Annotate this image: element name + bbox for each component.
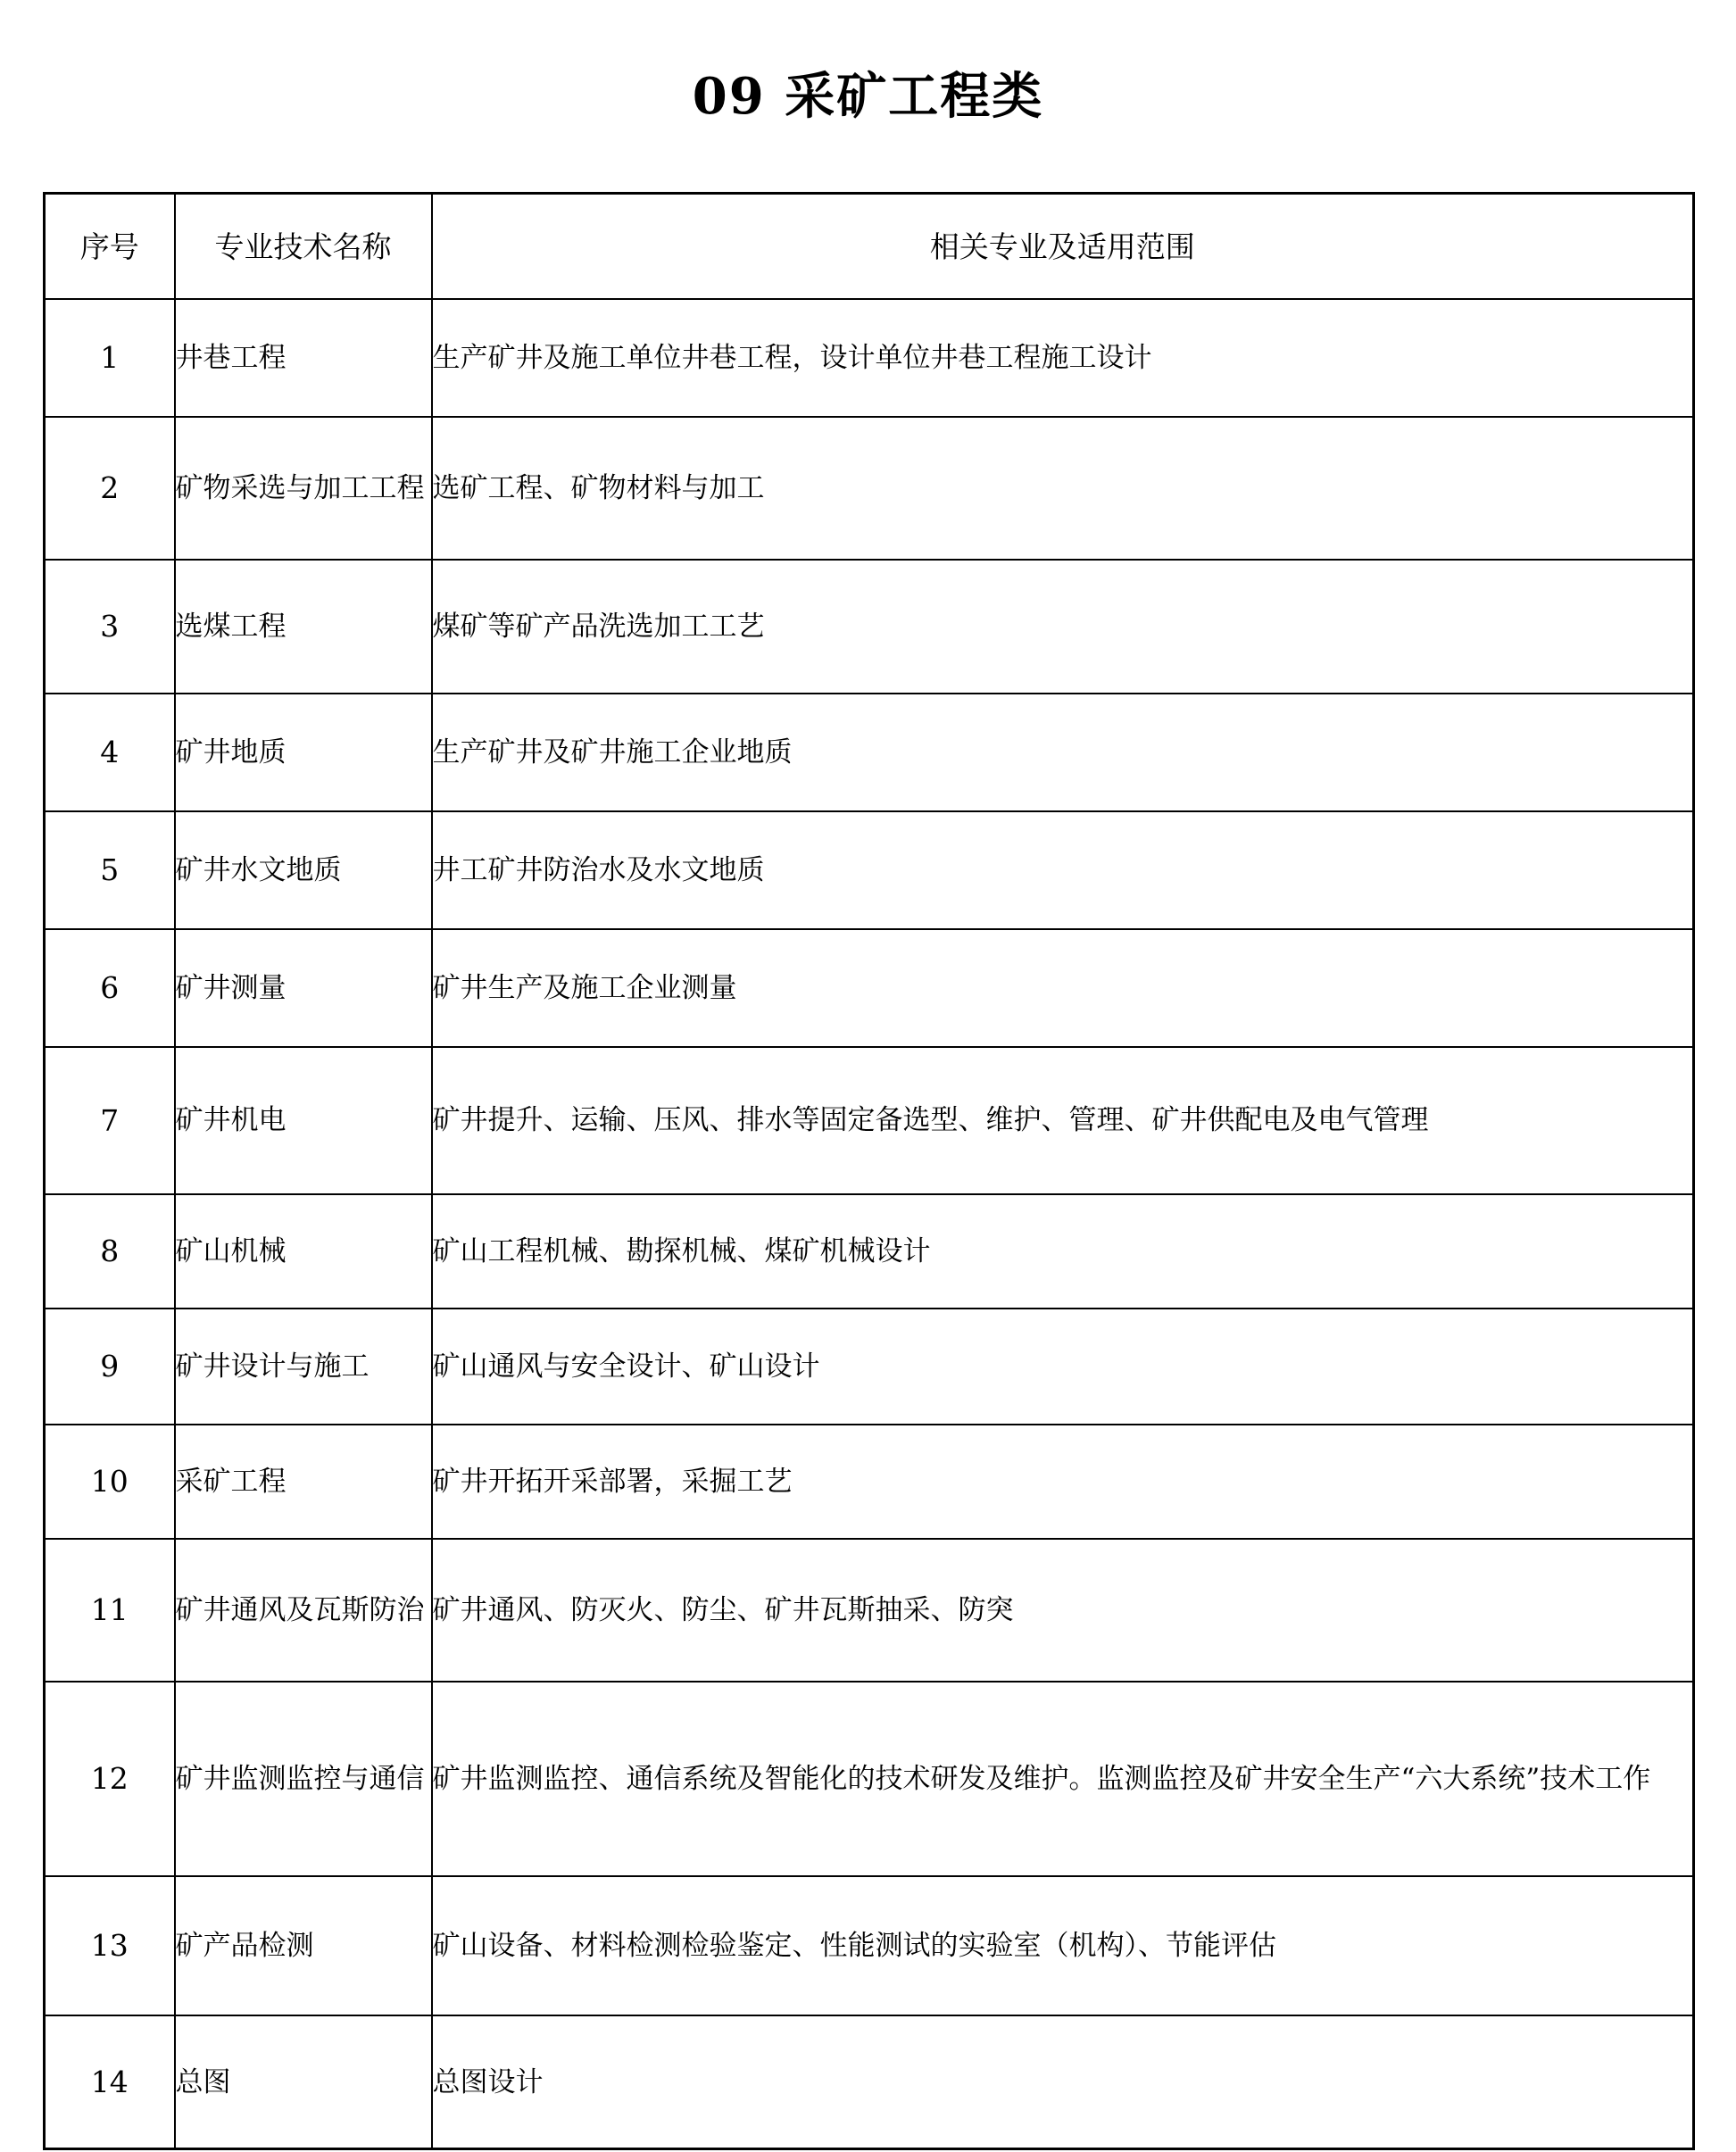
row-number: 11	[45, 1539, 175, 1682]
row-number: 2	[45, 417, 175, 560]
row-name: 采矿工程	[175, 1425, 432, 1539]
row-number: 1	[45, 299, 175, 417]
row-name: 矿井通风及瓦斯防治	[175, 1539, 432, 1682]
row-scope: 选矿工程、矿物材料与加工	[432, 417, 1694, 560]
row-scope: 矿井开拓开采部署，采掘工艺	[432, 1425, 1694, 1539]
table-row	[45, 1194, 1694, 1309]
row-number: 10	[45, 1425, 175, 1539]
table-row	[45, 2015, 1694, 2149]
table-row	[45, 929, 1694, 1047]
row-name: 选煤工程	[175, 560, 432, 694]
table-body	[45, 299, 1694, 2149]
table-row	[45, 417, 1694, 560]
row-scope: 矿井生产及施工企业测量	[432, 929, 1694, 1047]
row-scope: 矿山通风与安全设计、矿山设计	[432, 1309, 1694, 1425]
row-scope: 总图设计	[432, 2015, 1694, 2149]
specialty-table	[43, 192, 1695, 2150]
table-row	[45, 811, 1694, 929]
table-row	[45, 1047, 1694, 1194]
row-number: 14	[45, 2015, 175, 2149]
row-scope: 井工矿井防治水及水文地质	[432, 811, 1694, 929]
row-name: 矿井水文地质	[175, 811, 432, 929]
column-header-name: 专业技术名称	[175, 194, 432, 299]
row-scope: 生产矿井及施工单位井巷工程，设计单位井巷工程施工设计	[432, 299, 1694, 417]
table-row	[45, 1425, 1694, 1539]
row-name: 矿井测量	[175, 929, 432, 1047]
row-scope: 矿井监测监控、通信系统及智能化的技术研发及维护。监测监控及矿井安全生产“六大系统”技术工作	[432, 1682, 1694, 1876]
row-name: 井巷工程	[175, 299, 432, 417]
table-row	[45, 560, 1694, 694]
table-header-row	[45, 194, 1694, 299]
table-row	[45, 299, 1694, 417]
row-scope: 矿山工程机械、勘探机械、煤矿机械设计	[432, 1194, 1694, 1309]
table-header	[45, 194, 1694, 299]
table-row	[45, 1876, 1694, 2015]
table-container	[0, 192, 1736, 2150]
column-header-scope: 相关专业及适用范围	[432, 194, 1694, 299]
row-number: 13	[45, 1876, 175, 2015]
row-scope: 生产矿井及矿井施工企业地质	[432, 694, 1694, 811]
row-scope: 矿井通风、防灭火、防尘、矿井瓦斯抽采、防突	[432, 1539, 1694, 1682]
row-number: 6	[45, 929, 175, 1047]
table-row	[45, 1682, 1694, 1876]
row-scope: 煤矿等矿产品洗选加工工艺	[432, 560, 1694, 694]
document-page	[0, 34, 1736, 2152]
table-row	[45, 694, 1694, 811]
row-name: 矿物采选与加工工程	[175, 417, 432, 560]
row-number: 7	[45, 1047, 175, 1194]
table-row	[45, 1539, 1694, 1682]
row-number: 4	[45, 694, 175, 811]
row-name: 总图	[175, 2015, 432, 2149]
row-number: 12	[45, 1682, 175, 1876]
row-name: 矿井设计与施工	[175, 1309, 432, 1425]
row-number: 8	[45, 1194, 175, 1309]
row-scope: 矿山设备、材料检测检验鉴定、性能测试的实验室（机构）、节能评估	[432, 1876, 1694, 2015]
row-name: 矿山机械	[175, 1194, 432, 1309]
row-number: 5	[45, 811, 175, 929]
row-scope: 矿井提升、运输、压风、排水等固定备选型、维护、管理、矿井供配电及电气管理	[432, 1047, 1694, 1194]
row-name: 矿井监测监控与通信	[175, 1682, 432, 1876]
row-name: 矿井机电	[175, 1047, 432, 1194]
row-number: 3	[45, 560, 175, 694]
page-title: 09 采矿工程类	[692, 66, 1044, 126]
row-number: 9	[45, 1309, 175, 1425]
column-header-no: 序号	[45, 194, 175, 299]
row-name: 矿井地质	[175, 694, 432, 811]
table-row	[45, 1309, 1694, 1425]
row-name: 矿产品检测	[175, 1876, 432, 2015]
